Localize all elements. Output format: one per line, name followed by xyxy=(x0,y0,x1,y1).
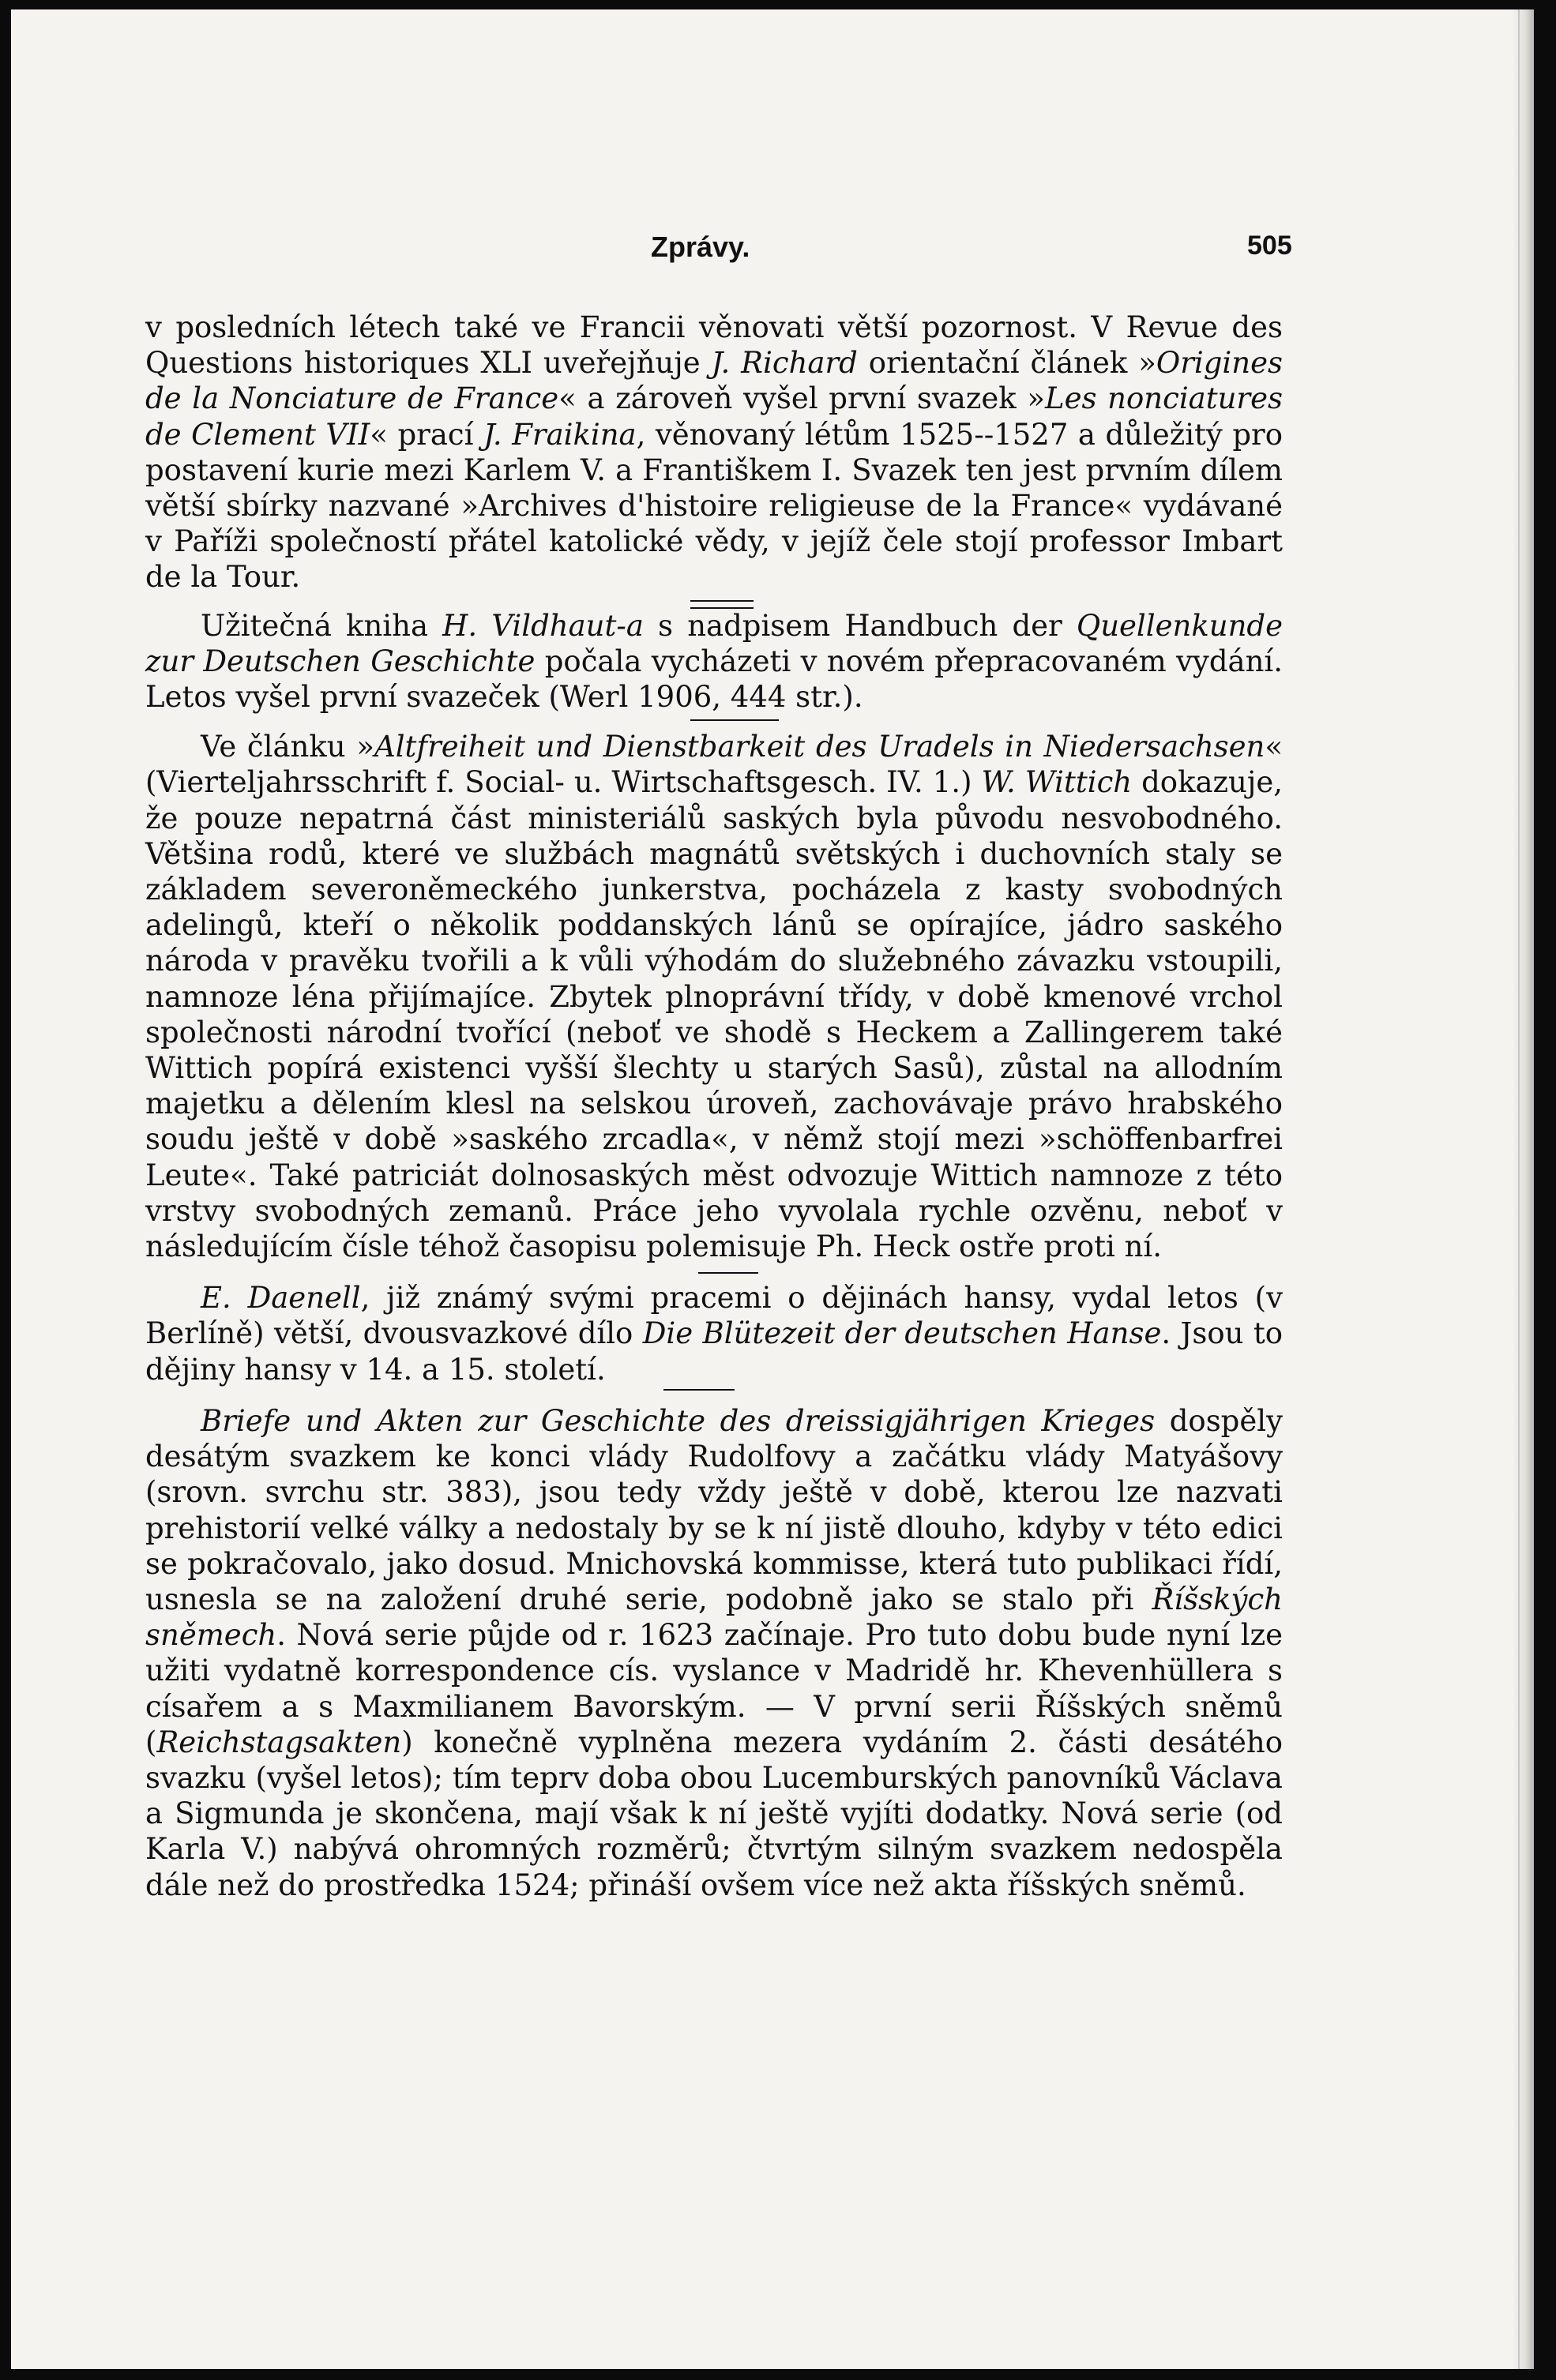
text-run: « (Vierteljahrsschrift f. Social- u. Wirtschaftsgesch. IV. 1.) xyxy=(145,730,1283,800)
paragraph xyxy=(145,1403,1283,1903)
italic-text: Říšských sněmech xyxy=(145,1582,1283,1653)
text-run: Užitečná kniha xyxy=(201,608,443,643)
italic-text: Les nonciatures de Clement VII xyxy=(145,381,1283,452)
text-run: s nadpisem Handbuch der xyxy=(643,608,1077,643)
italic-text: Die Blütezeit der deutschen Hanse xyxy=(642,1316,1162,1351)
text-run: , věnovaný létům 1525--1527 a důležitý pro postavení kurie mezi Karlem V. a Františkem I. Svazek ten jest prvním dílem větší sbírky nazvané »Archives d'histoire religieuse de la France« vydávané v Paříži společností přátel katolické vědy, v jejíž čele stojí professor Imbart de la Tour. xyxy=(145,417,1283,595)
text-run: « a zároveň vyšel první svazek » xyxy=(558,381,1046,416)
text-run: Ve článku » xyxy=(201,730,374,764)
text-run: ) konečně vyplněna mezera vydáním 2. části desátého svazku (vyšel letos); tím teprv doba obou Lucemburských panovníků Václava a Sigmunda je skončena, mají však k ní ještě vyjíti dodatky. Nová serie (od Karla V.) nabývá ohromných rozměrů; čtvrtým silným svazkem nedospěla dále než do prostředka 1524; přináší ovšem více než akta říšských sněmů. xyxy=(145,1725,1283,1902)
text-run: dokazuje, že pouze nepatrná část ministeriálů saských byla původu nesvobodného. Většina rodů, které ve službách magnátů světských i duchovních staly se základem severoněmeckého junkerstva, pocházela z kasty svobodných adelingů, kteří o několik poddanských lánů se opírajíce, jádro saského národa v pravěku tvořili a k vůli výhodám do služebného závazku vstoupili, namnoze léna přijímajíce. Zbytek plnoprávní třídy, v době kmenové vrchol společnosti národní tvořící (neboť ve shodě s Heckem a Zallingerem také Wittich popírá existenci vyšší šlechty u starých Sasů), zůstal na allodním majetku a dělením klesl na selskou úroveň, zachovávaje právo hrabského soudu ještě v době »saského zrcadla«, v němž stojí mezi »schöffenbarfrei Leute«. Také patriciát dolnosaských měst odvozuje Wittich namnoze z této vrstvy svobodných zemanů. Práce jeho vyvolala rychle ozvěnu, neboť v následujícím čísle téhož časopisu polemisuje Ph. Heck ostře proti ní. xyxy=(145,765,1283,1264)
paragraph xyxy=(145,310,1283,595)
paragraph xyxy=(145,729,1283,1264)
italic-text: J. Fraikina xyxy=(483,417,637,452)
text-run: , již známý svými pracemi o dějinách hansy, vydal letos (v Berlíně) větší, dvousvazkové dílo xyxy=(145,1281,1284,1351)
running-title: Zprávy. xyxy=(651,231,750,263)
text-run: počala vycházeti v novém přepracovaném vydání. Letos vyšel první svazeček (Werl 1906, 444 str.). xyxy=(145,644,1283,715)
scanned-page xyxy=(11,9,1534,2369)
paragraph xyxy=(145,608,1283,715)
page-number: 505 xyxy=(1247,231,1292,261)
italic-text: Altfreiheit und Dienstbarkeit des Uradels in Niedersachsen xyxy=(374,730,1265,764)
italic-text: Reichstagsakten xyxy=(156,1725,402,1759)
italic-text: Briefe und Akten zur Geschichte des dreissigjährigen Krieges xyxy=(201,1403,1156,1438)
italic-text: Origines de la Nonciature de France xyxy=(145,346,1283,416)
text-run: dospěly desátým svazkem ke konci vlády Rudolfovy a začátku vlády Matyášovy (srovn. svrchu str. 383), jsou tedy vždy ještě v době, kterou lze nazvati prehistorií velké války a nedostaly by se k ní jistě dlouho, kdyby v této edici se pokračovalo, jako dosud. Mnichovská kommisse, která tuto publikaci řídí, usnesla se na založení druhé serie, podobně jako se stalo při xyxy=(145,1403,1283,1616)
text-run: . Jsou to dějiny hansy v 14. a 15. století. xyxy=(145,1316,1283,1387)
text-run: v posledních létech také ve Francii věnovati větší pozornost. V Revue des Questions historiques XLI uveřejňuje xyxy=(145,310,1283,381)
text-run: orientační článek » xyxy=(857,346,1156,381)
italic-text: J. Richard xyxy=(711,346,858,381)
italic-text: W. Wittich xyxy=(981,765,1133,800)
italic-text: H. Vildhaut-a xyxy=(442,608,644,643)
italic-text: Quellenkunde zur Deutschen Geschichte xyxy=(145,608,1283,678)
page-edge-shadow xyxy=(1512,9,1534,2369)
text-run: « prací xyxy=(370,417,483,452)
paragraph xyxy=(145,1280,1283,1387)
body-text xyxy=(145,310,1283,1903)
italic-text: E. Daenell xyxy=(201,1281,361,1316)
text-run: . Nová serie půjde od r. 1623 začínaje. Pro tuto dobu bude nyní lze užiti vydatně korrespondence cís. vyslance v Madridě hr. Khevenhüllera s císařem a s Maxmilianem Bavorským. — V první serii Říšských sněmů ( xyxy=(145,1618,1283,1759)
